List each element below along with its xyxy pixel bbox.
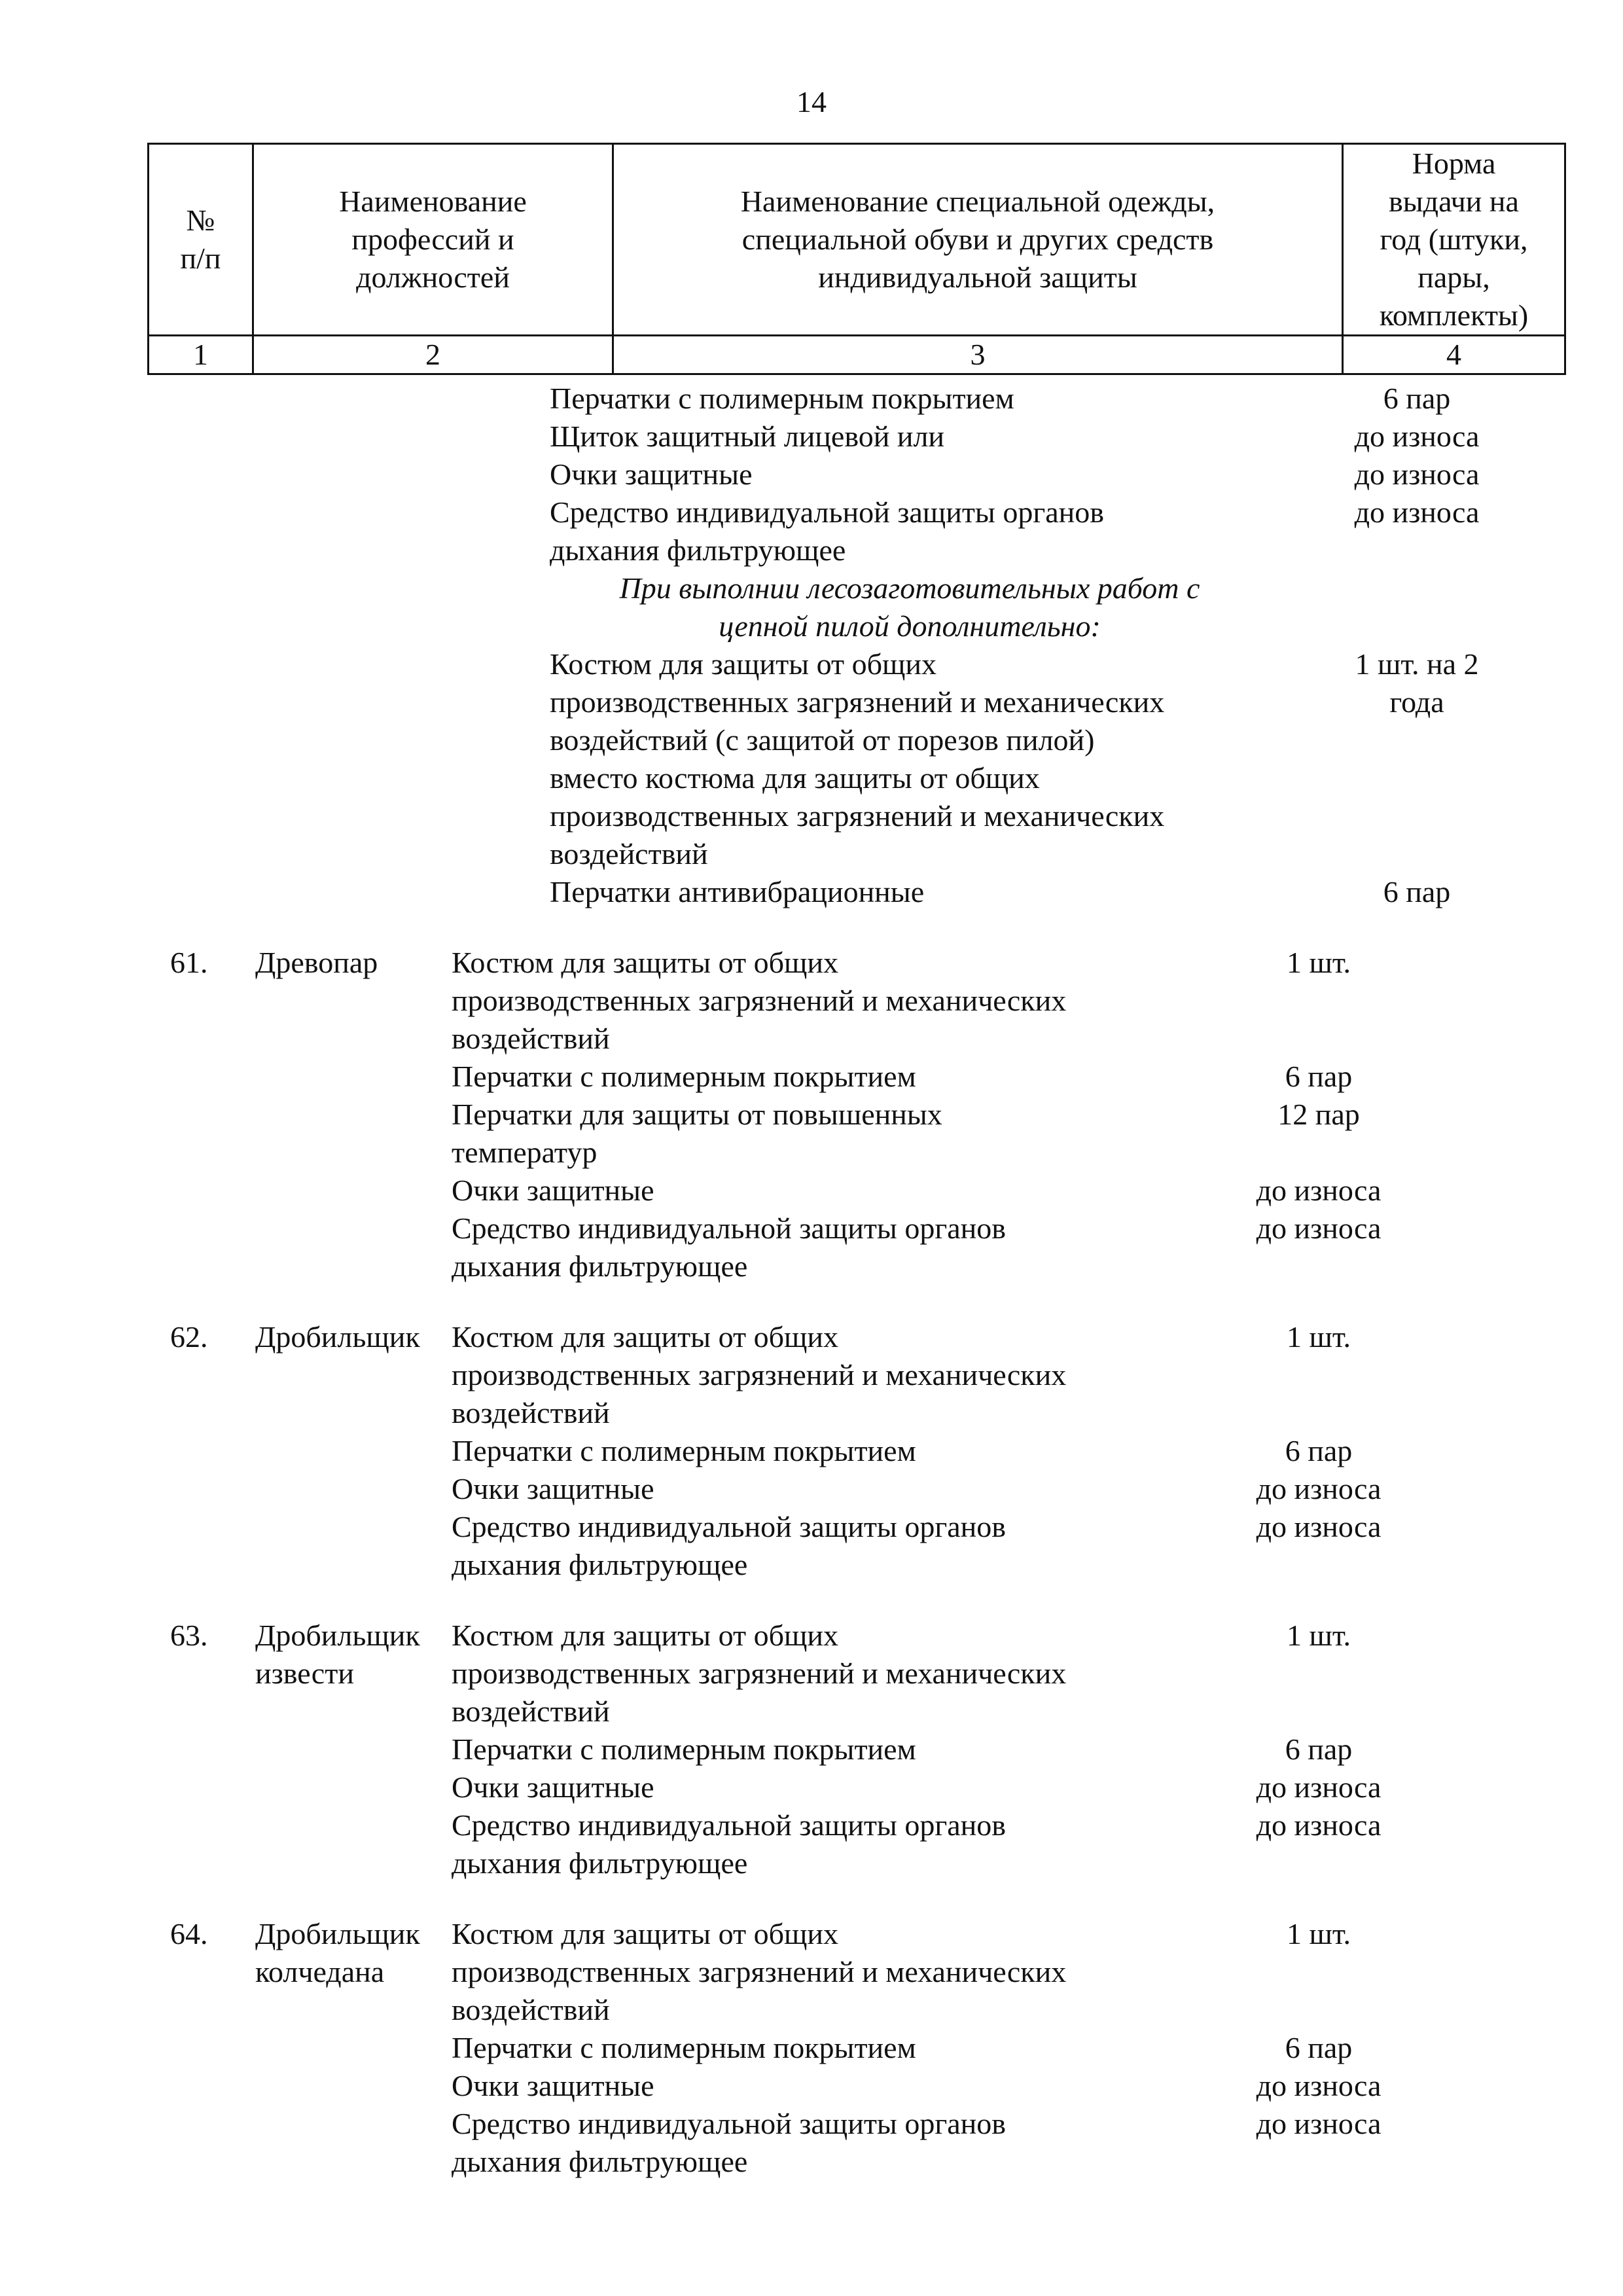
list-item xyxy=(550,456,1525,493)
item-norm: 1 шт. на 2 года xyxy=(1355,647,1479,719)
list-item xyxy=(452,2029,1525,2067)
list-item xyxy=(452,1432,1525,1470)
item-name: Средство индивидуальной защиты органов дыхания фильтрующее xyxy=(452,1510,1006,1581)
row-items xyxy=(452,1915,1525,2181)
row-items xyxy=(452,944,1525,1285)
list-item xyxy=(452,1617,1525,1731)
item-name: Перчатки с полимерным покрытием xyxy=(452,1732,916,1766)
list-item xyxy=(452,1731,1525,1768)
item-norm: до износа xyxy=(1354,420,1480,453)
item-name: Костюм для защиты от общих производственных загрязнений и механических воздействий xyxy=(452,1619,1067,1728)
page-number: 14 xyxy=(796,85,827,118)
list-item xyxy=(452,944,1525,1058)
item-norm: 6 пар xyxy=(1383,875,1451,908)
item-norm: 1 шт. xyxy=(1286,1320,1351,1354)
item-name: Средство индивидуальной защиты органов дыхания фильтрующее xyxy=(452,2107,1006,2178)
item-name: Перчатки с полимерным покрытием xyxy=(452,2031,916,2064)
item-name: Перчатки антивибрационные xyxy=(550,875,925,908)
item-norm: 6 пар xyxy=(1285,1434,1353,1467)
table-row xyxy=(147,1617,1525,1882)
list-item xyxy=(452,2067,1525,2105)
row-profession: Дробильщик колчедана xyxy=(255,1917,420,1988)
list-item xyxy=(452,1096,1525,1172)
item-norm: до износа xyxy=(1354,457,1480,491)
row-number: 62. xyxy=(170,1320,208,1354)
item-name: Очки защитные xyxy=(452,1472,654,1505)
list-item xyxy=(452,2105,1525,2181)
item-name: Средство индивидуальной защиты органов дыхания фильтрующее xyxy=(452,1808,1006,1880)
row-items xyxy=(452,1318,1525,1584)
item-norm: 6 пар xyxy=(1285,1060,1353,1093)
item-norm: 12 пар xyxy=(1277,1098,1360,1131)
table-row xyxy=(147,1915,1525,2181)
item-name: Костюм для защиты от общих производственных загрязнений и механических воздействий xyxy=(452,1320,1067,1429)
row-items xyxy=(452,1617,1525,1882)
list-item xyxy=(550,380,1525,418)
list-item xyxy=(452,1470,1525,1508)
header-column-index-4: 4 xyxy=(1343,336,1565,374)
list-item xyxy=(550,493,1525,569)
list-item xyxy=(550,418,1525,456)
item-norm: 1 шт. xyxy=(1286,1917,1351,1950)
item-norm: до износа xyxy=(1354,495,1480,529)
item-name: Перчатки с полимерным покрытием xyxy=(452,1060,916,1093)
list-item xyxy=(452,1768,1525,1806)
item-name: Очки защитные xyxy=(452,1770,654,1804)
item-name: Перчатки с полимерным покрытием xyxy=(452,1434,916,1467)
list-item xyxy=(452,1915,1525,2029)
item-name: Перчатки с полимерным покрытием xyxy=(550,382,1014,415)
row-profession: Дробильщик xyxy=(255,1320,420,1354)
row-number: 63. xyxy=(170,1619,208,1652)
header-norm-cell: Норма выдачи на год (штуки, пары, комплекты) xyxy=(1343,144,1565,336)
item-norm: 6 пар xyxy=(1383,382,1451,415)
list-item xyxy=(550,873,1525,911)
table-row xyxy=(147,944,1525,1285)
list-item xyxy=(452,1806,1525,1882)
row-items xyxy=(88,380,1525,911)
table-header xyxy=(147,143,1566,375)
item-norm: до износа xyxy=(1256,1472,1382,1505)
header-column-index-1: 1 xyxy=(149,336,253,374)
item-name: Костюм для защиты от общих производственных загрязнений и механических воздействий xyxy=(452,946,1067,1055)
list-item xyxy=(550,645,1525,873)
item-norm: 6 пар xyxy=(1285,1732,1353,1766)
list-item xyxy=(452,1508,1525,1584)
header-number-cell: № п/п xyxy=(149,144,253,336)
row-number: 61. xyxy=(170,946,208,979)
item-name: Перчатки для защиты от повышенных температур xyxy=(452,1098,942,1169)
item-norm: 6 пар xyxy=(1285,2031,1353,2064)
item-name: Очки защитные xyxy=(550,457,753,491)
item-norm: до износа xyxy=(1256,2069,1382,2102)
item-norm: 1 шт. xyxy=(1286,946,1351,979)
header-column-index-2: 2 xyxy=(253,336,613,374)
item-norm: 1 шт. xyxy=(1286,1619,1351,1652)
item-norm: до износа xyxy=(1256,2107,1382,2140)
item-norm: до износа xyxy=(1256,1770,1382,1804)
list-item xyxy=(452,1210,1525,1285)
item-norm: до износа xyxy=(1256,1808,1382,1842)
item-name: Очки защитные xyxy=(452,1174,654,1207)
row-profession: Дробильщик извести xyxy=(255,1619,420,1690)
header-profession-cell: Наименование профессий и должностей xyxy=(253,144,613,336)
table-row xyxy=(147,1318,1525,1584)
row-profession: Древопар xyxy=(255,946,378,979)
item-name: Очки защитные xyxy=(452,2069,654,2102)
list-item xyxy=(452,1172,1525,1210)
item-norm: до износа xyxy=(1256,1510,1382,1543)
item-norm: до износа xyxy=(1256,1174,1382,1207)
header-equipment-cell: Наименование специальной одежды, специальной обуви и других средств индивидуальной защиты xyxy=(613,144,1343,336)
italic-note: При выполнии лесозаготовительных работ с цепной пилой дополнительно: xyxy=(619,571,1200,643)
list-item xyxy=(452,1058,1525,1096)
header-column-index-3: 3 xyxy=(613,336,1343,374)
list-item xyxy=(452,1318,1525,1432)
row-number: 64. xyxy=(170,1917,208,1950)
item-name: Костюм для защиты от общих производственных загрязнений и механических воздействий (с защитой от порезов пилой) вместо костюма для защиты от общих производственных загрязнений и механических воздействий xyxy=(550,647,1165,870)
item-name: Костюм для защиты от общих производственных загрязнений и механических воздействий xyxy=(452,1917,1067,2026)
item-name: Щиток защитный лицевой или xyxy=(550,420,945,453)
table-row-continuation xyxy=(147,380,1525,911)
table-body xyxy=(147,380,1525,2181)
item-name: Средство индивидуальной защиты органов дыхания фильтрующее xyxy=(550,495,1104,567)
item-norm: до износа xyxy=(1256,1211,1382,1245)
item-name: Средство индивидуальной защиты органов дыхания фильтрующее xyxy=(452,1211,1006,1283)
